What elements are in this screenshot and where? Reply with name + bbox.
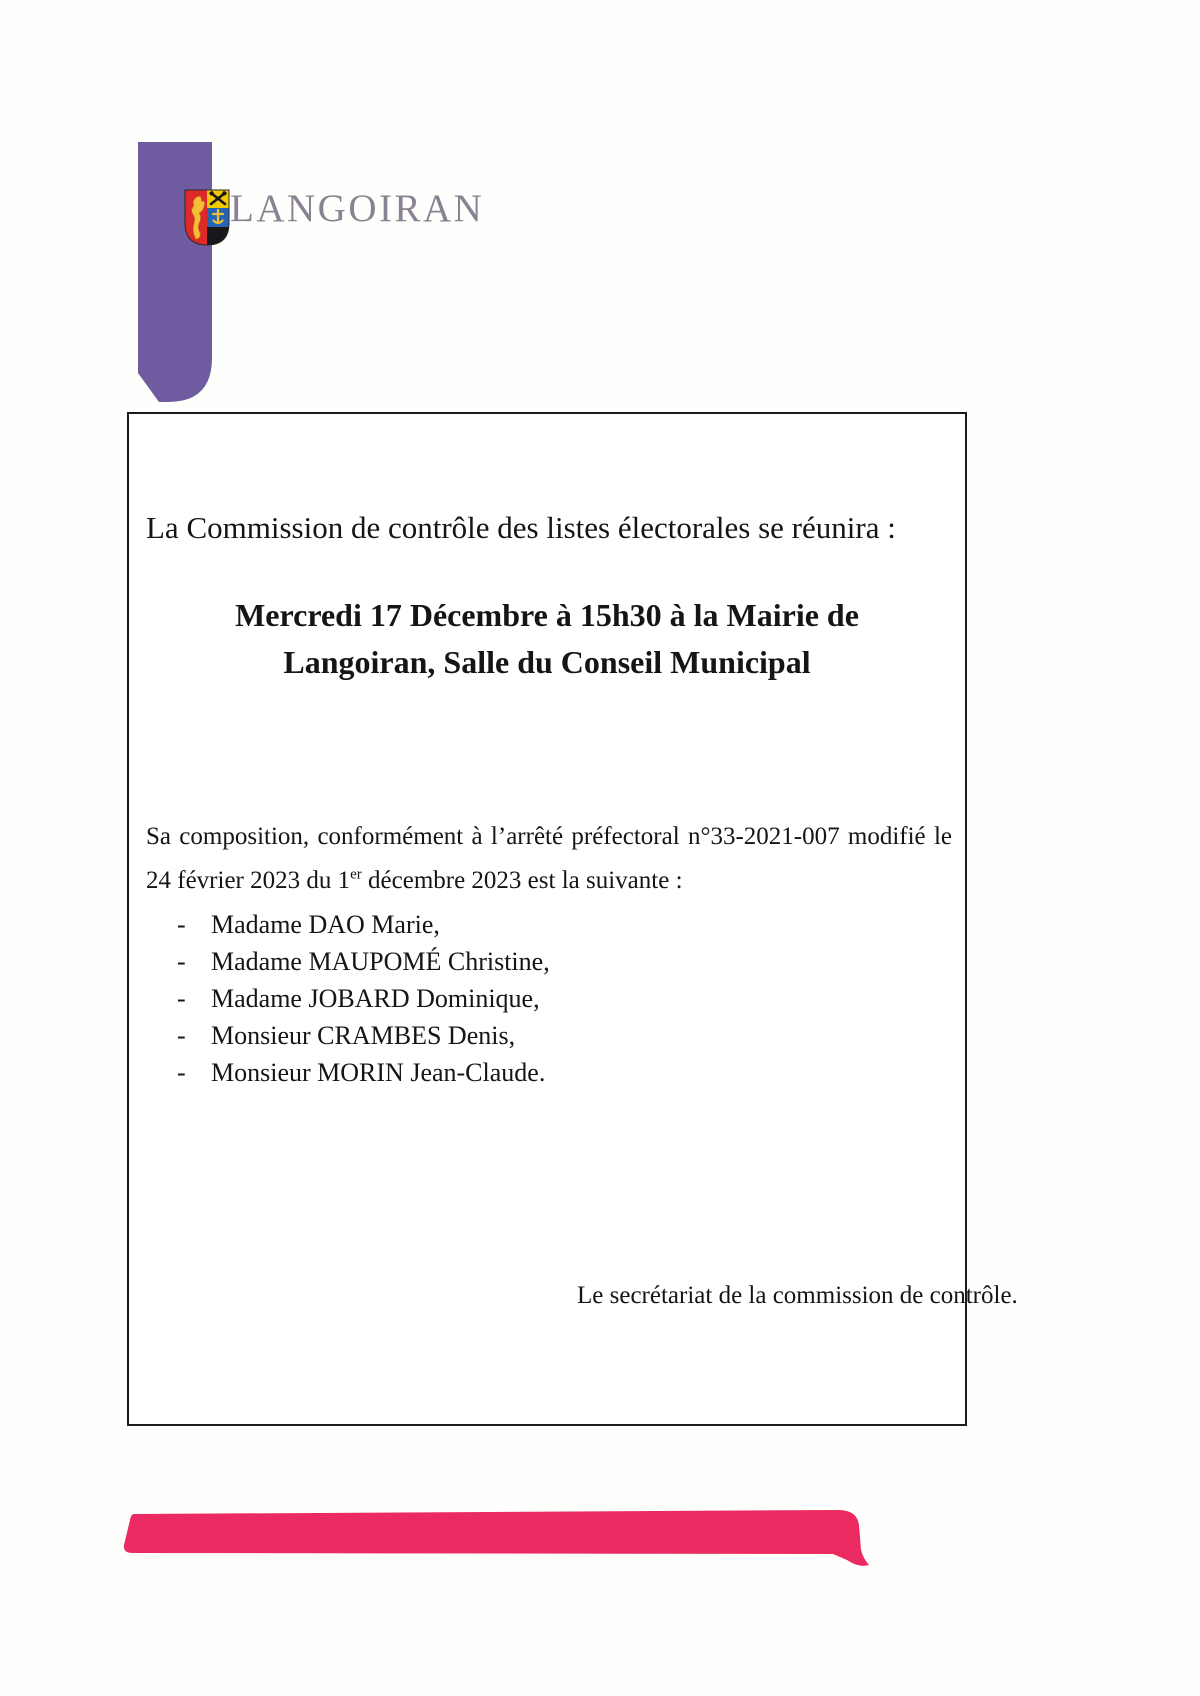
composition-paragraph <box>146 815 952 903</box>
pink-footer-bar <box>120 1506 886 1570</box>
dash-bullet: - <box>177 1021 186 1050</box>
member-name: Monsieur CRAMBES Denis, <box>211 1021 516 1050</box>
composition-text-before-superscript: Sa composition, conformément à l’arrêté préfectoral n°33-2021-007 modifié le 24 février 2023 du 1 <box>146 823 952 894</box>
langoiran-crest-icon <box>184 189 230 246</box>
list-item <box>177 1017 550 1054</box>
notice-intro-line: La Commission de contrôle des listes électorales se réunira : <box>146 510 896 545</box>
dash-bullet: - <box>177 984 186 1013</box>
purple-ribbon-decoration <box>138 142 212 402</box>
composition-superscript: er <box>350 866 362 883</box>
members-list <box>177 906 550 1091</box>
member-name: Monsieur MORIN Jean-Claude. <box>211 1058 546 1087</box>
meeting-line-2: Langoiran, Salle du Conseil Municipal <box>283 644 811 680</box>
list-item <box>177 943 550 980</box>
notice-box <box>127 412 1018 1426</box>
dash-bullet: - <box>177 947 186 976</box>
composition-text-after-superscript: décembre 2023 est la suivante : <box>361 867 683 894</box>
member-name: Madame DAO Marie, <box>211 910 440 939</box>
dash-bullet: - <box>177 1058 186 1087</box>
signoff-line: Le secrétariat de la commission de contrôle. <box>577 1282 1018 1309</box>
member-name: Madame MAUPOMÉ Christine, <box>211 947 550 976</box>
list-item <box>177 1054 550 1091</box>
dash-bullet: - <box>177 910 186 939</box>
municipality-wordmark: LANGOIRAN <box>230 187 485 230</box>
meeting-line-1: Mercredi 17 Décembre à 15h30 à la Mairie de <box>235 597 859 633</box>
list-item <box>177 980 550 1017</box>
member-name: Madame JOBARD Dominique, <box>211 984 540 1013</box>
list-item <box>177 906 550 943</box>
meeting-details-heading <box>129 592 965 686</box>
